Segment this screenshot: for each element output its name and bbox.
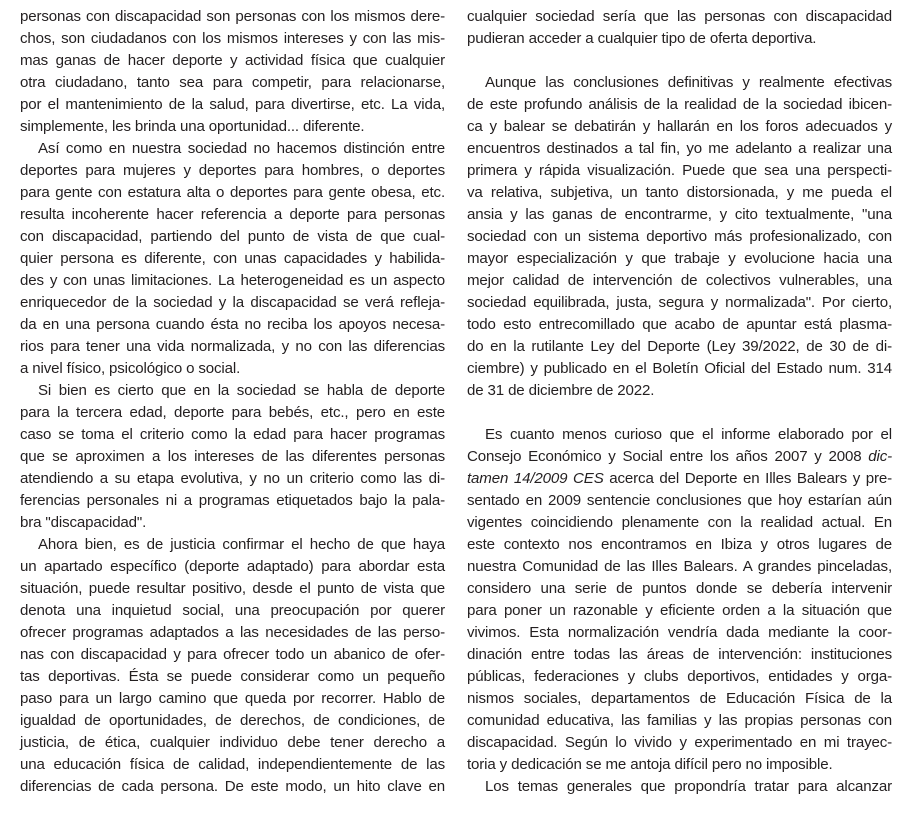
text-line: ferencias personales ni a programas etiquetados bajo la pala- — [20, 492, 445, 509]
text-line: comunidad educativa, las familias y las propias personas con — [467, 712, 892, 729]
text-line: tas deportivas. Ésta se puede considerar como un pequeño — [20, 668, 445, 685]
text-line: nismos sociales, departamentos de Educación Física de la — [467, 690, 892, 707]
text-line: Ahora bien, es de justicia confirmar el hecho de que haya — [38, 536, 445, 553]
text-line: una educación física de calidad, independientemente de las — [20, 756, 445, 773]
text-line: un apartado específico (deporte adaptado) para abordar esta — [20, 558, 445, 575]
text-line: Consejo Económico y Social entre los años 2007 y 2008 dic- — [467, 448, 892, 465]
text-line: ansia y las ganas de encontrarme, y cito textualmente, "una — [467, 206, 892, 223]
text-line: sociedad con un sistema deportivo más profesionalizado, con — [467, 228, 892, 245]
paragraph — [467, 72, 892, 402]
text-line: sentado en 2009 sentencie conclusiones que hoy estarían aún — [467, 492, 892, 509]
paragraph — [467, 6, 892, 50]
text-line: para la tercera edad, deporte para bebés, etc., pero en este — [20, 404, 445, 421]
paragraph — [20, 138, 445, 380]
text-line: tamen 14/2009 CES acerca del Deporte en Illes Balears y pre- — [467, 470, 892, 487]
text-line: primera y rápida visualización. Puede que sea una perspecti- — [467, 162, 892, 179]
text-line: denota una inquietud social, una preocupación por querer — [20, 602, 445, 619]
text-line: diferencias de cada persona. De este modo, un hito clave en — [20, 778, 445, 795]
italic-citation: tamen 14/2009 CES — [467, 470, 604, 487]
right-column — [467, 6, 892, 798]
text-line: con discapacidad, partiendo del punto de vista de que cual- — [20, 228, 445, 245]
text-line: des y con unas limitaciones. La heterogeneidad es un aspecto — [20, 272, 445, 289]
text-line: dinación entre todas las áreas de intervención: instituciones — [467, 646, 892, 663]
text-line: simplemente, les brinda una oportunidad... diferente. — [20, 118, 365, 135]
text-line: este contexto nos encontramos en Ibiza y otros lugares de — [467, 536, 892, 553]
text-line: nas con discapacidad y para ofrecer todo un abanico de ofer- — [20, 646, 445, 663]
text-line: Los temas generales que propondría tratar para alcanzar — [485, 778, 892, 795]
text-line: mas ganas de hacer deporte y actividad física que cualquier — [20, 52, 445, 69]
text-line: do en la rutilante Ley del Deporte (Ley 39/2022, de 30 de di- — [467, 338, 892, 355]
text-line: ofrecer programas adaptados a las necesidades de las perso- — [20, 624, 445, 641]
text-line: resulta incoherente hacer referencia a deporte para personas — [20, 206, 445, 223]
italic-citation: dic- — [868, 448, 892, 465]
text-line: a nivel físico, psicológico o social. — [20, 360, 241, 377]
text-line: toria y dedicación se me antoja difícil pero no imposible. — [467, 756, 833, 773]
text-line: bra "discapacidad". — [20, 514, 147, 531]
text-line: atendiendo a su etapa evolutiva, y no un criterio como las di- — [20, 470, 445, 487]
text-line: caso se toma el criterio como la edad para hacer programas — [20, 426, 445, 443]
text-line: considero una serie de puntos donde se debería intervenir — [467, 580, 892, 597]
text-line: pudieran acceder a cualquier tipo de oferta deportiva. — [467, 30, 817, 47]
text-line: de este profundo análisis de la realidad de la sociedad ibicen- — [467, 96, 892, 113]
text-line: justicia, de ética, cualquier individuo debe tener derecho a — [20, 734, 445, 751]
paragraph — [467, 776, 892, 798]
text-line: personas con discapacidad son personas con los mismos dere- — [20, 8, 445, 25]
text-line: igualdad de oportunidades, de derechos, de condiciones, de — [20, 712, 445, 729]
text-line: Aunque las conclusiones definitivas y realmente efectivas — [485, 74, 892, 91]
text-line: cualquier sociedad sería que las personas con discapacidad — [467, 8, 892, 25]
text-line: Así como en nuestra sociedad no hacemos distinción entre — [38, 140, 445, 157]
text-line: sociedad equilibrada, justa, segura y normalizada". Por cierto, — [467, 294, 892, 311]
text-line: ciembre) y publicado en el Boletín Oficial del Estado num. 314 — [467, 360, 892, 377]
text-line: va relativa, subjetiva, un tanto distorsionada, y me pueda el — [467, 184, 892, 201]
text-line: deportes para mujeres y deportes para hombres, o deportes — [20, 162, 445, 179]
text-line: paso para un largo camino que queda por recorrer. Hablo de — [20, 690, 445, 707]
paragraph — [20, 534, 445, 798]
text-line: otra ciudadano, tanto sea para competir, para relacionarse, — [20, 74, 445, 91]
text-line: chos, son ciudadanos con los mismos intereses y con las mis- — [20, 30, 445, 47]
text-line: vivimos. Esta normalización vendría dada mediante la coor- — [467, 624, 892, 641]
paragraph — [20, 6, 445, 138]
text-line: da en una persona cuando ésta no reciba los apoyos necesa- — [20, 316, 445, 333]
paragraph — [467, 424, 892, 776]
text-line: ca y balear se debatirán y hallarán en los foros adecuados y — [467, 118, 892, 135]
text-line: mejor calidad de intervención de colectivos vulnerables, una — [467, 272, 892, 289]
text-line: enriquecedor de la sociedad y la discapacidad se verá refleja- — [20, 294, 445, 311]
text-line: situación, puede resultar positivo, desde el punto de vista que — [20, 580, 445, 597]
text-line: nuestra Comunidad de las Illes Balears. A grandes pinceladas, — [467, 558, 892, 575]
paragraph — [20, 380, 445, 534]
text-line: quier persona es diferente, con unas capacidades y habilida- — [20, 250, 445, 267]
text-line: públicas, federaciones y clubs deportivos, entidades y orga- — [467, 668, 892, 685]
text-line: vigentes coincidiendo plenamente con la realidad actual. En — [467, 514, 892, 531]
text-line: por el mantenimiento de la salud, para divertirse, etc. La vida, — [20, 96, 445, 113]
text-line: discapacidad. Según lo vivido y experimentado en mi trayec- — [467, 734, 892, 751]
text-line: de 31 de diciembre de 2022. — [467, 382, 655, 399]
text-line: para gente con estatura alta o deportes para gente obesa, etc. — [20, 184, 445, 201]
text-line: Es cuanto menos curioso que el informe elaborado por el — [485, 426, 892, 443]
text-line: Si bien es cierto que en la sociedad se habla de deporte — [38, 382, 445, 399]
text-line: encuentros destinados a tal fin, yo me adelanto a realizar una — [467, 140, 892, 157]
text-line: todo esto entrecomillado que acabo de apuntar está plasma- — [467, 316, 892, 333]
text-line: mayor especialización y que trabaje y evolucione hacia una — [467, 250, 892, 267]
left-column — [20, 6, 445, 798]
text-line: que se aproximen a los intereses de las diferentes personas — [20, 448, 445, 465]
text-line: para poner un razonable y eficiente orden a la situación que — [467, 602, 892, 619]
text-line: rios para tener una vida normalizada, y no con las diferencias — [20, 338, 445, 355]
